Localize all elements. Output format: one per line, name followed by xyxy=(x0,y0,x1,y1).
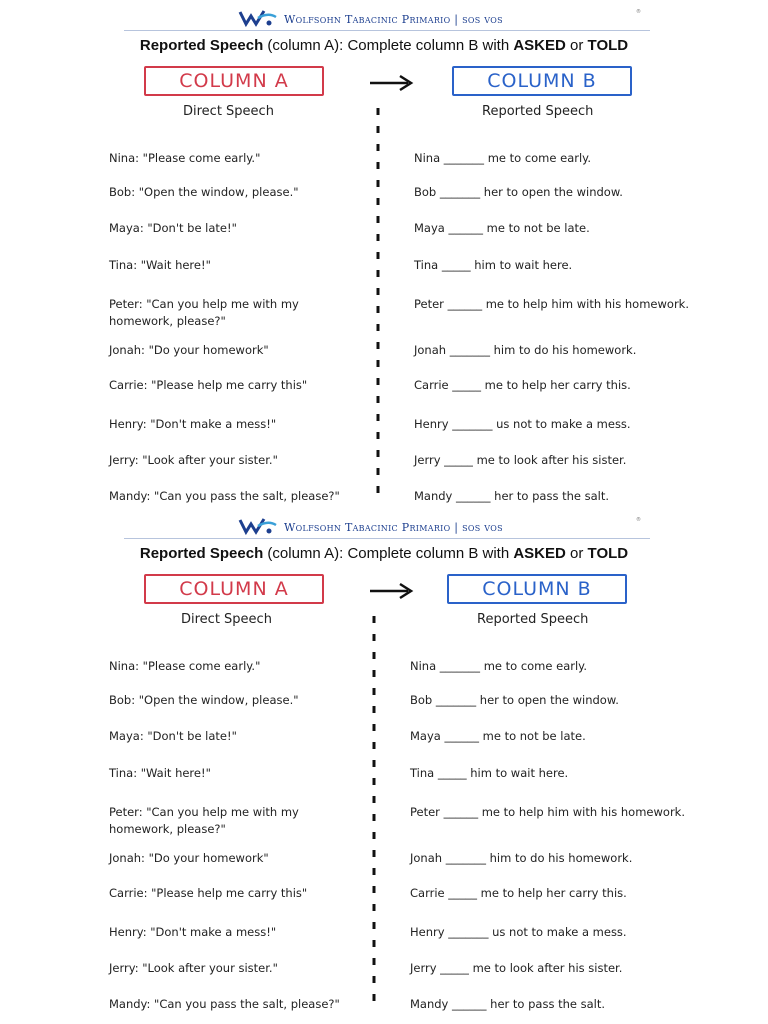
school-header xyxy=(238,7,678,31)
reported-speech-item: Jerry _____ me to look after his sister. xyxy=(410,961,623,975)
direct-speech-item: Henry: "Don't make a mess!" xyxy=(109,417,277,431)
dashed-divider xyxy=(370,616,378,1012)
reported-speech-item: Mandy ______ her to pass the salt. xyxy=(414,489,610,503)
column-a-subtitle: Direct Speech xyxy=(183,104,274,119)
column-a-subtitle: Direct Speech xyxy=(181,612,272,627)
instruction-line: Reported Speech (column A): Complete column B with ASKED or TOLD xyxy=(139,37,629,54)
direct-speech-item: Jerry: "Look after your sister." xyxy=(109,453,278,467)
instruction-line: Reported Speech (column A): Complete column B with ASKED or TOLD xyxy=(139,545,629,562)
reported-speech-item: Peter ______ me to help him with his homework. xyxy=(410,805,685,819)
direct-speech-item: Jerry: "Look after your sister." xyxy=(109,961,278,975)
reported-speech-item: Carrie _____ me to help her carry this. xyxy=(410,886,627,900)
reported-speech-item: Tina _____ him to wait here. xyxy=(410,766,569,780)
worksheet-copy-2 xyxy=(0,512,768,1020)
reported-speech-item: Jerry _____ me to look after his sister. xyxy=(414,453,627,467)
reported-speech-item: Peter ______ me to help him with his homework. xyxy=(414,297,689,311)
header-rule xyxy=(124,30,650,31)
direct-speech-item: Carrie: "Please help me carry this" xyxy=(109,886,308,900)
school-name: Wolfsohn Tabacinic Primario | sos vos xyxy=(284,521,503,534)
direct-speech-item: Nina: "Please come early." xyxy=(109,659,261,673)
school-logo-icon xyxy=(238,8,278,28)
header-rule xyxy=(124,538,650,539)
corner-mark: ® xyxy=(636,517,641,523)
arrow-right-icon xyxy=(368,582,414,600)
column-b-subtitle: Reported Speech xyxy=(477,612,589,627)
reported-speech-item: Maya ______ me to not be late. xyxy=(414,221,590,235)
school-name: Wolfsohn Tabacinic Primario | sos vos xyxy=(284,13,503,26)
reported-speech-item: Bob _______ her to open the window. xyxy=(414,185,623,199)
direct-speech-item: Maya: "Don't be late!" xyxy=(109,729,237,743)
school-logo-icon xyxy=(238,516,278,536)
reported-speech-item: Maya ______ me to not be late. xyxy=(410,729,586,743)
reported-speech-item: Bob _______ her to open the window. xyxy=(410,693,619,707)
reported-speech-item: Nina _______ me to come early. xyxy=(410,659,587,673)
direct-speech-item: Bob: "Open the window, please." xyxy=(109,693,299,707)
column-b-label: COLUMN B xyxy=(447,574,627,604)
direct-speech-item: Peter: "Can you help me with my homework, please?" xyxy=(109,297,299,328)
school-header xyxy=(238,515,678,539)
direct-speech-item: Mandy: "Can you pass the salt, please?" xyxy=(109,489,340,503)
direct-speech-item: Jonah: "Do your homework" xyxy=(109,343,269,357)
direct-speech-item: Tina: "Wait here!" xyxy=(109,766,211,780)
direct-speech-item: Jonah: "Do your homework" xyxy=(109,851,269,865)
direct-speech-item: Henry: "Don't make a mess!" xyxy=(109,925,277,939)
reported-speech-item: Nina _______ me to come early. xyxy=(414,151,591,165)
reported-speech-item: Henry _______ us not to make a mess. xyxy=(414,417,631,431)
dashed-divider xyxy=(374,108,382,504)
worksheet-copy-1 xyxy=(0,4,768,512)
column-b-subtitle: Reported Speech xyxy=(482,104,594,119)
direct-speech-item: Bob: "Open the window, please." xyxy=(109,185,299,199)
column-b-label: COLUMN B xyxy=(452,66,632,96)
reported-speech-item: Henry _______ us not to make a mess. xyxy=(410,925,627,939)
reported-speech-item: Mandy ______ her to pass the salt. xyxy=(410,997,606,1011)
reported-speech-item: Jonah _______ him to do his homework. xyxy=(414,343,637,357)
reported-speech-item: Tina _____ him to wait here. xyxy=(414,258,573,272)
column-a-label: COLUMN A xyxy=(144,66,324,96)
direct-speech-item: Peter: "Can you help me with my homework, please?" xyxy=(109,805,299,836)
corner-mark: ® xyxy=(636,9,641,15)
direct-speech-item: Tina: "Wait here!" xyxy=(109,258,211,272)
direct-speech-item: Carrie: "Please help me carry this" xyxy=(109,378,308,392)
direct-speech-item: Mandy: "Can you pass the salt, please?" xyxy=(109,997,340,1011)
column-a-label: COLUMN A xyxy=(144,574,324,604)
reported-speech-item: Carrie _____ me to help her carry this. xyxy=(414,378,631,392)
direct-speech-item: Maya: "Don't be late!" xyxy=(109,221,237,235)
reported-speech-item: Jonah _______ him to do his homework. xyxy=(410,851,633,865)
arrow-right-icon xyxy=(368,74,414,92)
direct-speech-item: Nina: "Please come early." xyxy=(109,151,261,165)
